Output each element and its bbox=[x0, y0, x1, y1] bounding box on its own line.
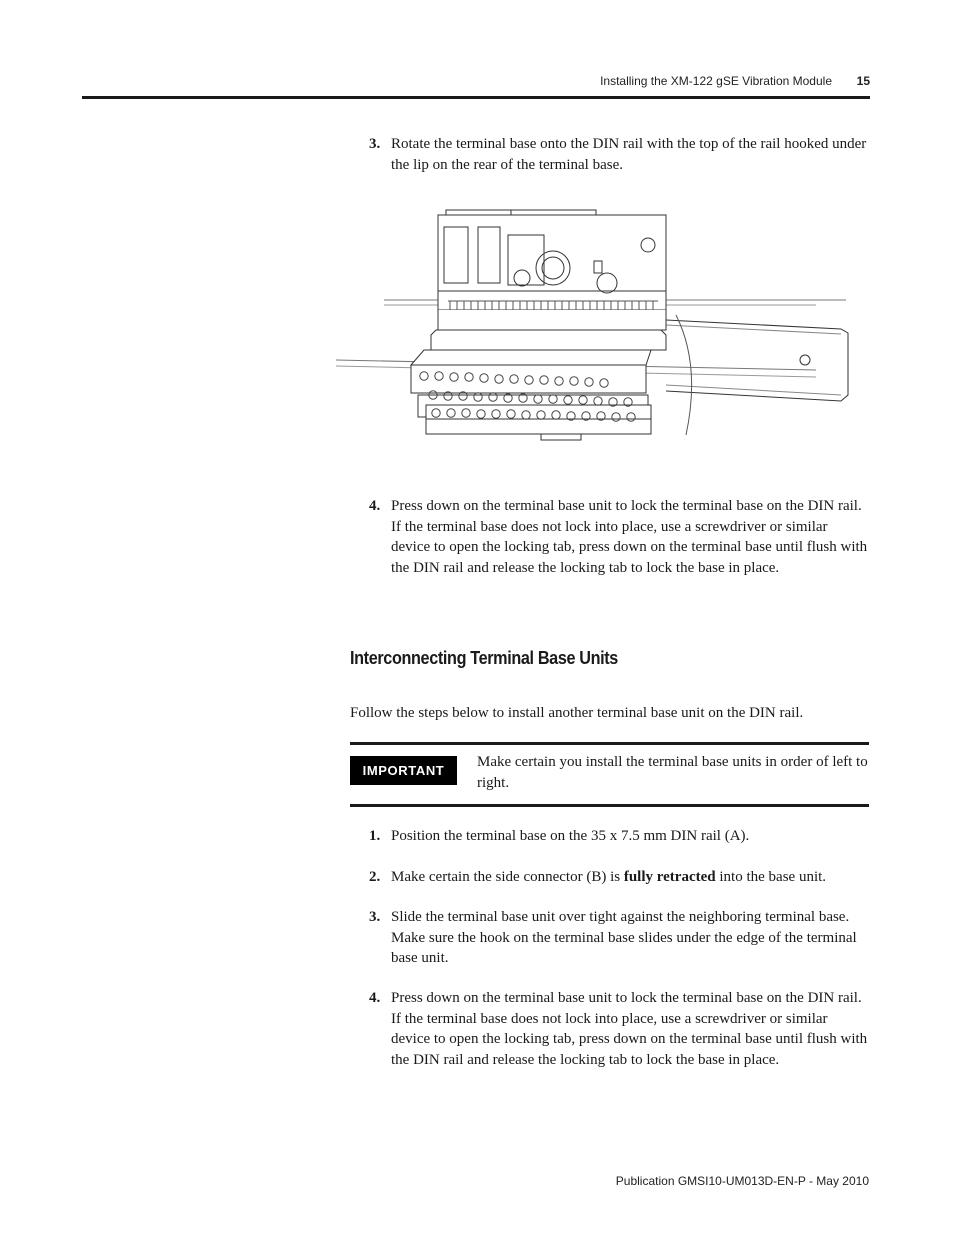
step-text: Press down on the terminal base unit to lock the terminal base on the DIN rail. If the terminal base does not lock into place, use a screwdriver or similar device to open the locking tab, press down on the terminal base until flush with the DIN rail and release the locking tab to lock the base in place. bbox=[391, 990, 868, 1068]
important-bottom-rule bbox=[350, 804, 869, 807]
step-number: 2. bbox=[369, 869, 381, 885]
section-heading: Interconnecting Terminal Base Units bbox=[350, 648, 618, 668]
step-text-bold: fully retracted bbox=[623, 869, 716, 885]
step-number: 3. bbox=[369, 136, 381, 152]
step-text-after: into the base unit. bbox=[715, 869, 827, 885]
step-number: 1. bbox=[369, 828, 381, 844]
step-text: Press down on the terminal base unit to lock the terminal base on the DIN rail. If the terminal base does not lock into place, use a screwdriver or similar device to open the locking tab, press down on the terminal base until flush with the DIN rail and release the locking tab to lock the base in place. bbox=[391, 498, 868, 576]
important-badge: IMPORTANT bbox=[350, 756, 457, 785]
header-title: Installing the XM-122 gSE Vibration Module bbox=[600, 74, 832, 88]
page-header bbox=[0, 74, 870, 94]
important-text: Make certain you install the terminal base units in order of left to right. bbox=[477, 754, 868, 791]
step-text-before: Make certain the side connector (B) is bbox=[391, 869, 624, 885]
step-number: 4. bbox=[369, 990, 381, 1006]
step-text: Rotate the terminal base onto the DIN rail with the top of the rail hooked under the lip on the rear of the terminal base. bbox=[391, 136, 867, 173]
page-number: 15 bbox=[856, 74, 870, 88]
step-number: 4. bbox=[369, 498, 381, 514]
step-text: Slide the terminal base unit over tight against the neighboring terminal base. Make sure the hook on the terminal base slides under the edge of the terminal base unit. bbox=[391, 909, 857, 966]
footer-publication: Publication GMSI10-UM013D-EN-P - May 2010 bbox=[615, 1174, 869, 1188]
step-number: 3. bbox=[369, 909, 381, 925]
step-text bbox=[391, 867, 869, 888]
important-top-rule bbox=[350, 742, 869, 745]
step-text: Position the terminal base on the 35 x 7.5 mm DIN rail (A). bbox=[391, 828, 750, 844]
section-intro: Follow the steps below to install another terminal base unit on the DIN rail. bbox=[350, 705, 804, 721]
terminal-base-unit bbox=[411, 210, 666, 440]
header-rule bbox=[82, 96, 870, 99]
terminal-base-din-rail-illustration bbox=[336, 205, 856, 455]
